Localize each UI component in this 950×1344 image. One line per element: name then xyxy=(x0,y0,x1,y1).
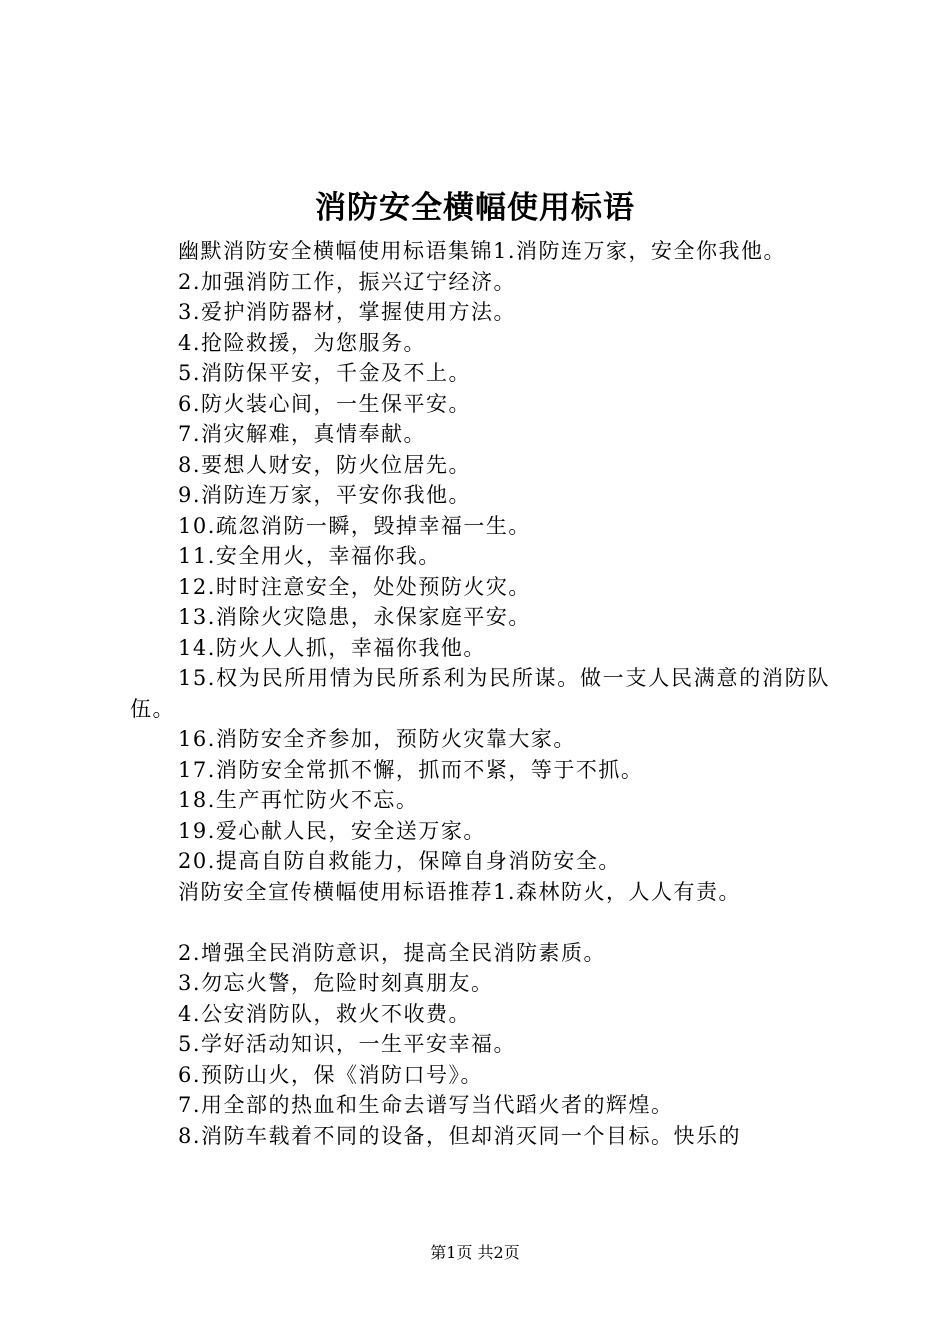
paragraph: 消防安全宣传横幅使用标语推荐1.森林防火，人人有责。 xyxy=(178,879,742,904)
paragraph: 14.防火人人抓，幸福你我他。 xyxy=(178,635,486,660)
paragraph: 3.爱护消防器材，掌握使用方法。 xyxy=(178,300,517,324)
paragraph: 8.要想人财安，防火位居先。 xyxy=(178,452,472,477)
paragraph: 16.消防安全齐参加，预防火灾靠大家。 xyxy=(178,727,576,751)
page-footer: 第1页 共2页 xyxy=(430,1243,520,1262)
paragraph: 17.消防安全常抓不懈，抓而不紧，等于不抓。 xyxy=(178,757,644,782)
paragraph: 5.学好活动知识，一生平安幸福。 xyxy=(178,1032,517,1056)
paragraph: 7.用全部的热血和生命去谱写当代蹈火者的辉煌。 xyxy=(178,1093,674,1117)
paragraph: 9.消防连万家，平安你我他。 xyxy=(178,483,472,507)
document-title: 消防安全横幅使用标语 xyxy=(315,190,635,226)
paragraph: 11.安全用火，幸福你我。 xyxy=(178,544,441,568)
paragraph: 5.消防保平安，千金及不上。 xyxy=(178,361,472,385)
paragraph: 10.疏忽消防一瞬，毁掉幸福一生。 xyxy=(178,513,531,538)
document-body xyxy=(130,236,830,1151)
paragraph: 18.生产再忙防火不忘。 xyxy=(178,788,419,812)
paragraph: 6.防火装心间，一生保平安。 xyxy=(178,391,472,416)
paragraph: 4.抢险救援，为您服务。 xyxy=(178,330,427,355)
paragraph: 3.勿忘火警，危险时刻真朋友。 xyxy=(178,971,494,995)
paragraph: 7.消灾解难，真情奉献。 xyxy=(178,422,427,446)
paragraph: 8.消防车载着不同的设备，但却消灭同一个目标。快乐的 xyxy=(178,1123,742,1148)
paragraph: 6.预防山火，保《消防口号》。 xyxy=(178,1062,484,1087)
paragraph: 15.权为民所用情为民所系利为民所谋。做一支人民满意的消防队伍。 xyxy=(130,666,830,721)
paragraph: 4.公安消防队，救火不收费。 xyxy=(178,1001,472,1026)
paragraph: 19.爱心献人民，安全送万家。 xyxy=(178,818,486,843)
paragraph: 2.加强消防工作，振兴辽宁经济。 xyxy=(178,269,517,294)
paragraph: 2.增强全民消防意识，提高全民消防素质。 xyxy=(178,940,607,965)
paragraph: 13.消除火灾隐患，永保家庭平安。 xyxy=(178,605,531,629)
paragraph: 幽默消防安全横幅使用标语集锦1.消防连万家，安全你我他。 xyxy=(178,239,787,263)
paragraph: 20.提高自防自救能力，保障自身消防安全。 xyxy=(178,849,621,873)
paragraph: 12.时时注意安全，处处预防火灾。 xyxy=(178,574,531,599)
